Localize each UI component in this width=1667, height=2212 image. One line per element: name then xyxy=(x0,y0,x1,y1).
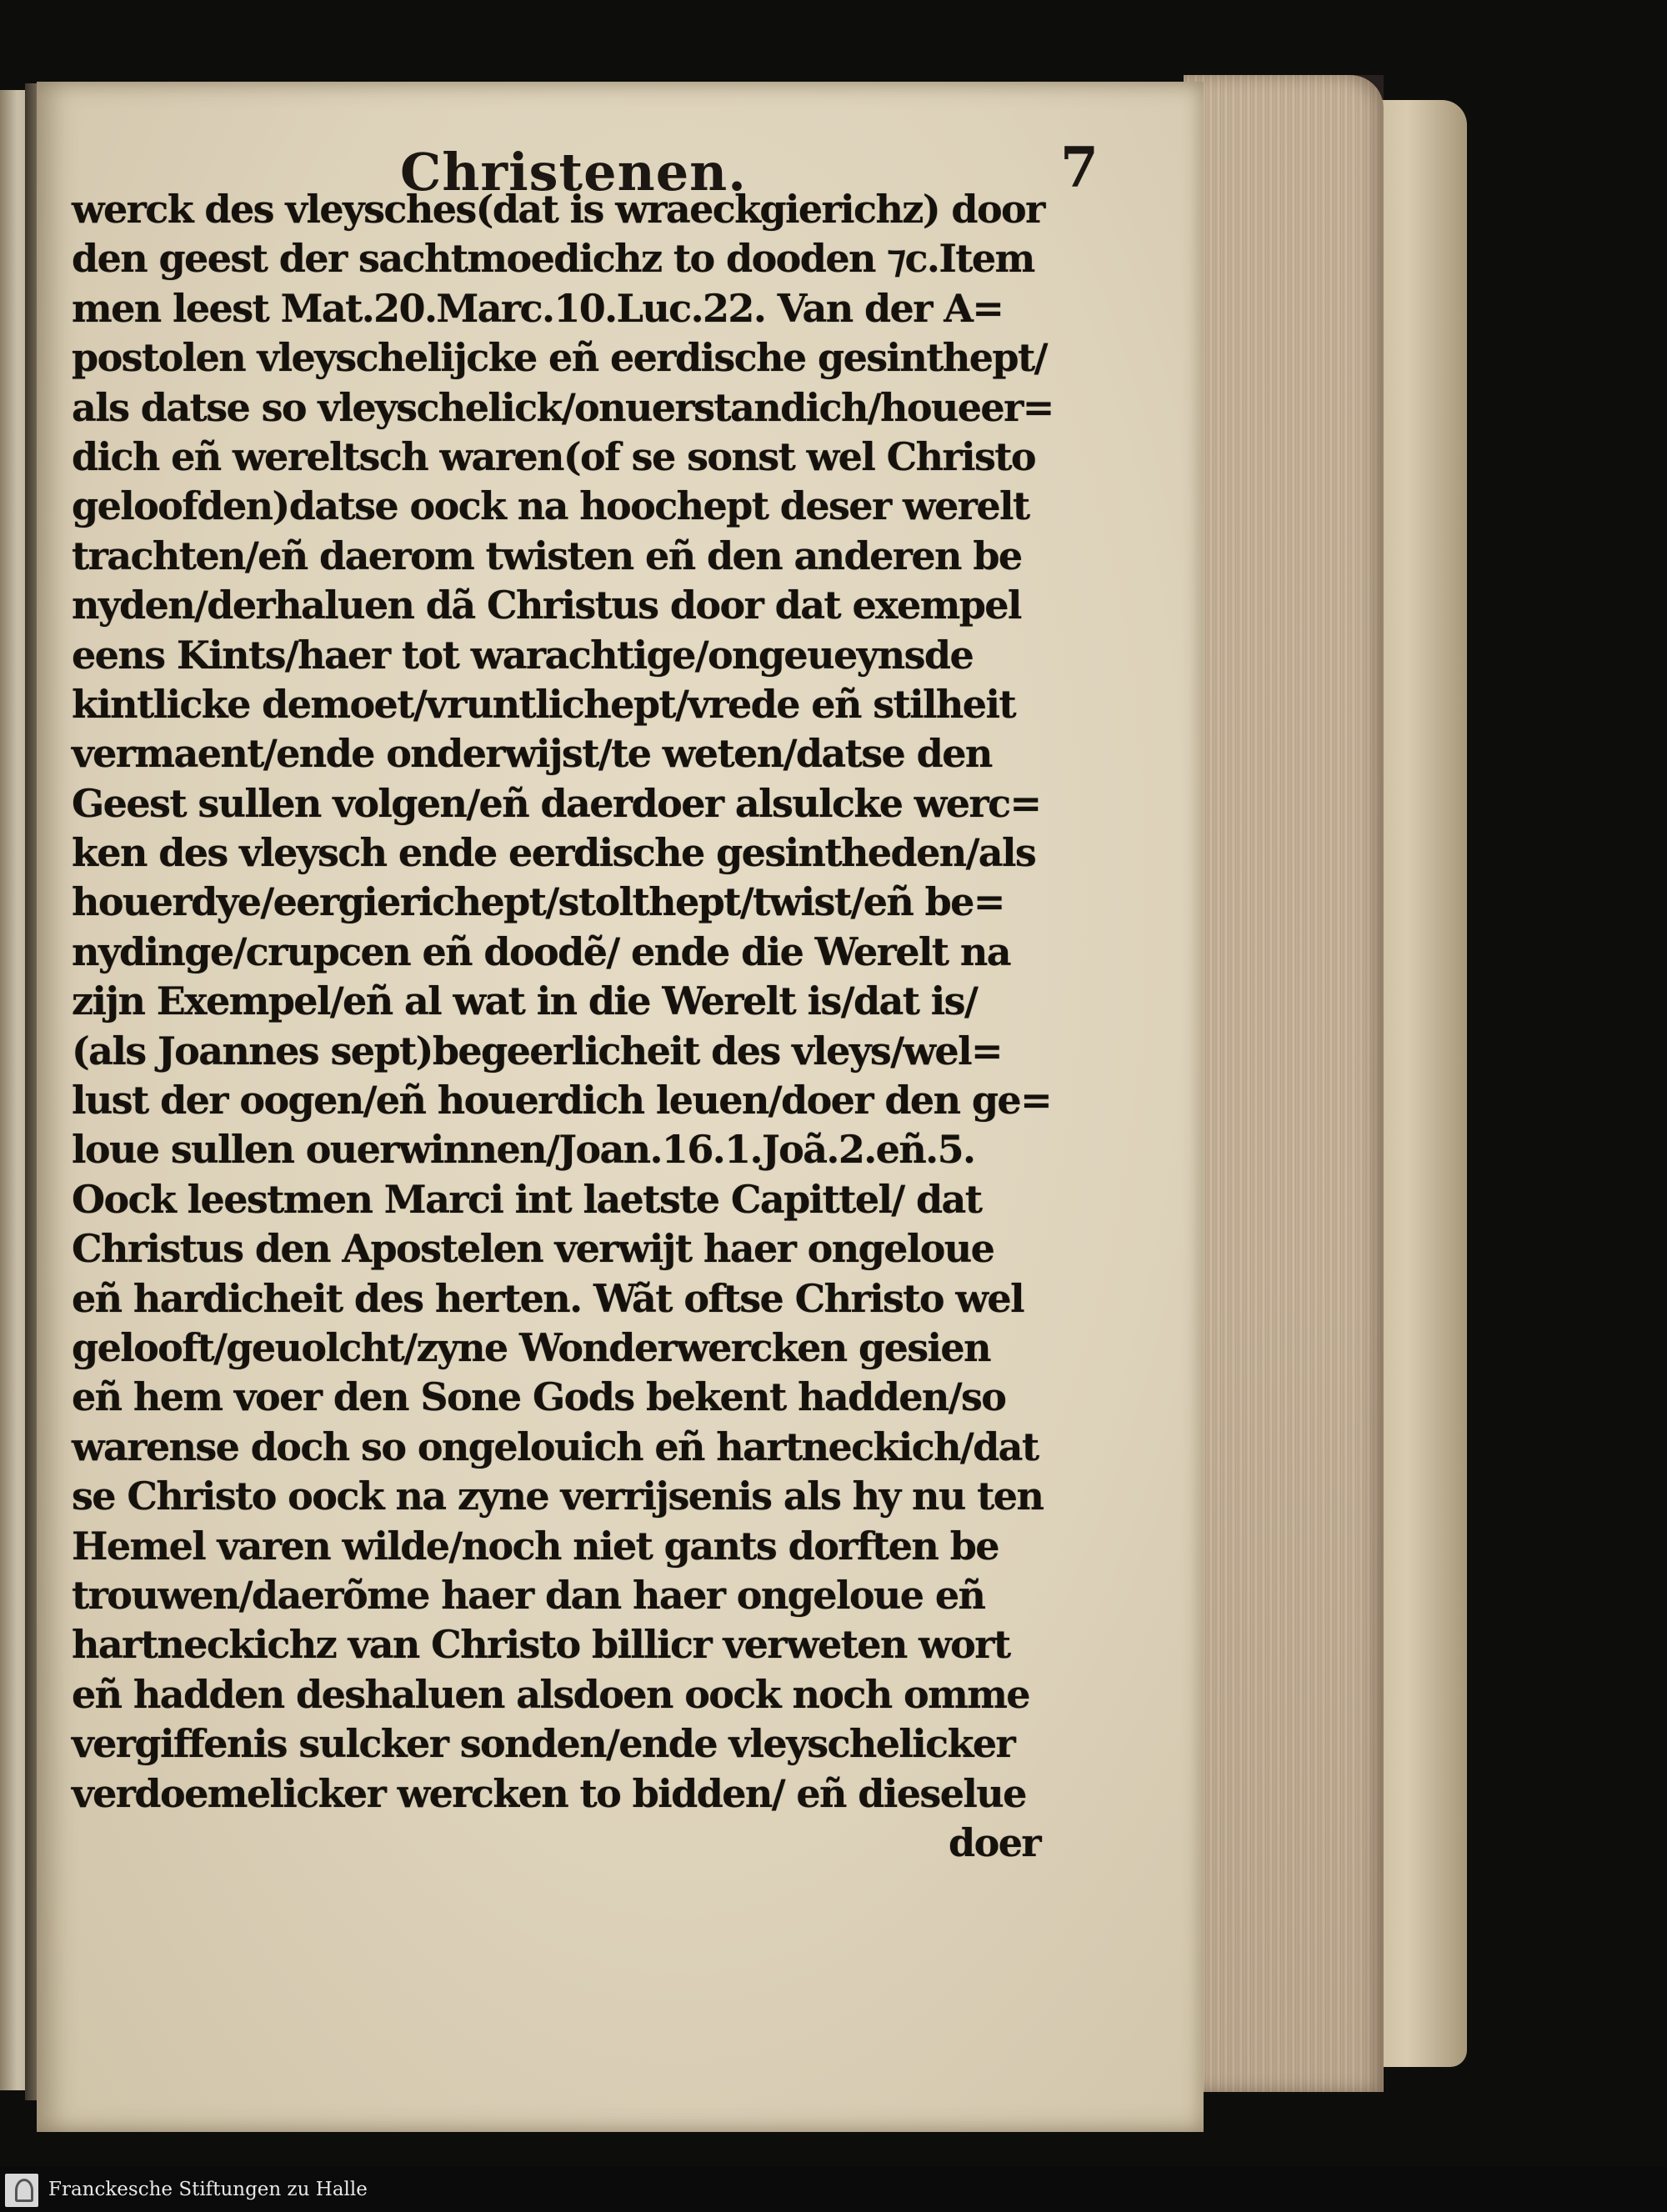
institution-name: Franckesche Stiftungen zu Halle xyxy=(48,2179,368,2200)
text-line: hartneckichz van Christo billicr verweten wort xyxy=(72,1622,1010,1668)
text-line: se Christo oock na zyne verrijsenis als hy nu ten xyxy=(72,1474,1044,1519)
text-line: ken des vleysch ende eerdische gesintheden/als xyxy=(72,830,1036,876)
running-head: Christenen. xyxy=(400,142,747,203)
text-line: gelooft/geuolcht/zyne Wonderwercken gesien xyxy=(72,1324,990,1370)
text-line: Christus den Apostelen verwijt haer ongeloue xyxy=(72,1226,994,1272)
text-line: nyden/derhaluen dã Christus door dat exempel xyxy=(72,583,1021,628)
text-line: eñ hardicheit des herten. Wãt oftse Christo wel xyxy=(72,1275,1024,1321)
text-line: Hemel varen wilde/noch niet gants dorften be xyxy=(72,1523,999,1569)
text-line: loue sullen ouerwinnen/Joan.16.1.Joã.2.eñ.5. xyxy=(72,1127,975,1173)
text-line: houerdye/eergierichept/stolthept/twist/eñ be= xyxy=(72,879,1004,925)
text-line: vergiffenis sulcker sonden/ende vleyschelicker xyxy=(72,1721,1015,1767)
text-line: verdoemelicker wercken to bidden/ eñ dieselue xyxy=(72,1770,1026,1816)
text-line: trachten/eñ daerom twisten eñ den anderen be xyxy=(72,533,1022,578)
page-block-fore-edge xyxy=(1184,75,1384,2092)
text-line: trouwen/daerõme haer dan haer ongeloue eñ xyxy=(72,1572,985,1618)
text-line: zijn Exempel/eñ al wat in die Werelt is/dat is/ xyxy=(72,978,978,1024)
text-line: eñ hem voer den Sone Gods bekent hadden/so xyxy=(72,1374,1006,1420)
text-line: als datse so vleyschelick/onuerstandich/houeer= xyxy=(72,384,1054,430)
text-line: vermaent/ende onderwijst/te weten/datse den xyxy=(72,731,992,777)
text-line: werck des vleysches(dat is wraeckgierichz) door xyxy=(72,187,1044,232)
institution-logo-icon xyxy=(5,2174,38,2207)
text-line: dich eñ wereltsch waren(of se sonst wel Christo xyxy=(72,433,1035,479)
text-line: den geest der sachtmoedichz to dooden ⁊c.Item xyxy=(72,236,1034,282)
text-line: warense doch so ongelouich eñ hartneckich/dat xyxy=(72,1424,1039,1469)
text-line: Geest sullen volgen/eñ daerdoer alsulcke werc= xyxy=(72,780,1041,826)
text-line: Oock leestmen Marci int laetste Capittel/ dat xyxy=(72,1176,982,1222)
text-line: eens Kints/haer tot warachtige/ongeueynsde xyxy=(72,632,974,678)
text-line: nydinge/crupcen eñ doodẽ/ ende die Werelt na xyxy=(72,928,1010,974)
body-text xyxy=(72,185,1064,1868)
footer-bar xyxy=(0,2167,1667,2212)
text-line: men leest Mat.20.Marc.10.Luc.22. Van der A= xyxy=(72,285,1004,331)
text-line: geloofden)datse oock na hoochept deser werelt xyxy=(72,483,1029,529)
text-line: postolen vleyschelijcke eñ eerdische gesinthept/ xyxy=(72,335,1047,381)
text-line: kintlicke demoet/vruntlichept/vrede eñ stilheit xyxy=(72,681,1015,727)
folio-number: 7 xyxy=(1060,135,1099,200)
text-line: eñ hadden deshaluen alsdoen oock noch omme xyxy=(72,1671,1029,1717)
text-line: lust der oogen/eñ houerdich leuen/doer den ge= xyxy=(72,1078,1052,1124)
text-line: (als Joannes sept)begeerlicheit des vleys/wel= xyxy=(72,1028,1002,1073)
catchword: doer xyxy=(949,1819,1040,1865)
